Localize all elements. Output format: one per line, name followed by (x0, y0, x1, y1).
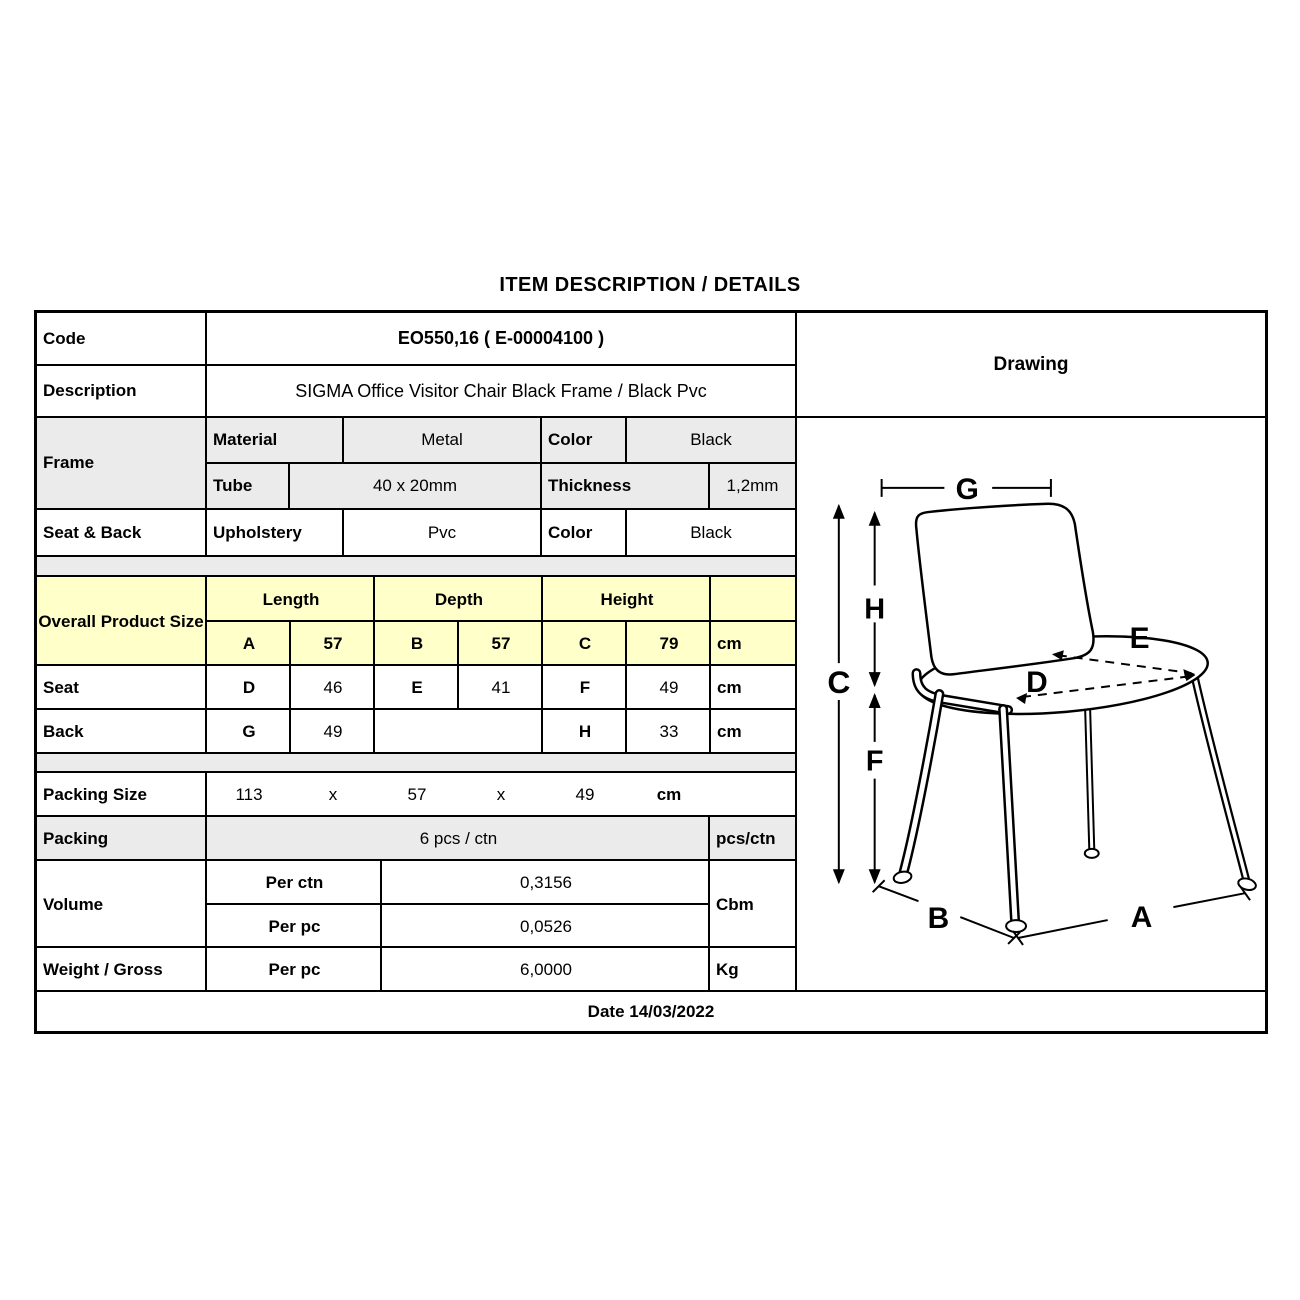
dim-label-d: D (1026, 666, 1048, 700)
seat-back-label: Seat & Back (35, 508, 207, 557)
seat-d-value: 46 (289, 664, 377, 712)
frame-material-value: Metal (342, 416, 542, 464)
packing-size-width: 57 (407, 785, 427, 804)
back-empty-cell (373, 708, 545, 756)
dim-line-f (869, 693, 881, 884)
seat-d-letter: D (205, 664, 293, 712)
overall-b-letter: B (373, 620, 461, 668)
packing-size-x2: x (496, 785, 506, 804)
packing-size-length: 113 (235, 785, 263, 804)
volume-unit: Cbm (708, 859, 799, 950)
code-label: Code (35, 311, 207, 366)
back-h-value: 33 (625, 708, 713, 756)
overall-a-letter: A (205, 620, 293, 668)
height-header: Height (541, 575, 713, 624)
frame-label: Frame (35, 416, 207, 510)
seat-f-letter: F (541, 664, 629, 712)
weight-value: 6,0000 (380, 946, 712, 994)
description-value: SIGMA Office Visitor Chair Black Frame / Black Pvc (205, 364, 797, 418)
drawing-header: Drawing (795, 311, 1267, 418)
frame-thickness-label: Thickness (540, 462, 710, 510)
packing-value: 6 pcs / ctn (205, 815, 712, 863)
chair-backrest (916, 504, 1094, 675)
dim-label-g: G (955, 472, 979, 506)
frame-color-value: Black (625, 416, 797, 464)
weight-unit: Kg (708, 946, 799, 994)
volume-label: Volume (35, 859, 207, 950)
item-details-table (34, 310, 1268, 1034)
packing-size-value (205, 771, 797, 819)
upholstery-value: Pvc (342, 508, 542, 557)
overall-b-value: 57 (457, 620, 545, 668)
volume-per-pc-value: 0,0526 (380, 903, 712, 950)
overall-empty-cell (709, 575, 799, 624)
back-g-letter: G (205, 708, 293, 756)
packing-size-label: Packing Size (35, 771, 207, 819)
back-g-value: 49 (289, 708, 377, 756)
dim-label-e: E (1129, 622, 1150, 656)
overall-c-letter: C (541, 620, 629, 668)
upholstery-label: Upholstery (205, 508, 344, 557)
volume-per-ctn-label: Per ctn (205, 859, 384, 907)
overall-a-value: 57 (289, 620, 377, 668)
frame-material-label: Material (205, 416, 344, 464)
back-h-letter: H (541, 708, 629, 756)
frame-color-label: Color (540, 416, 627, 464)
depth-header: Depth (373, 575, 545, 624)
overall-size-label: Overall Product Size (35, 575, 207, 668)
seat-e-value: 41 (457, 664, 545, 712)
length-header: Length (205, 575, 377, 624)
packing-size-height: 49 (575, 785, 595, 804)
date-row: Date 14/03/2022 (35, 990, 1267, 1033)
chair-drawing (797, 418, 1265, 990)
weight-per-pc-label: Per pc (205, 946, 384, 994)
seat-e-letter: E (373, 664, 461, 712)
packing-size-unit: cm (656, 785, 682, 804)
seat-back-color-value: Black (625, 508, 797, 557)
chair-front-legs (904, 694, 1016, 921)
back-unit: cm (709, 708, 799, 756)
seat-row-label: Seat (35, 664, 207, 712)
dim-label-f: F (865, 745, 884, 778)
weight-label: Weight / Gross (35, 946, 207, 994)
packing-label: Packing (35, 815, 207, 863)
frame-tube-label: Tube (205, 462, 290, 510)
dim-label-h: H (864, 593, 886, 626)
overall-unit: cm (709, 620, 799, 668)
frame-tube-value: 40 x 20mm (288, 462, 542, 510)
packing-unit: pcs/ctn (708, 815, 799, 863)
seat-f-value: 49 (625, 664, 713, 712)
back-row-label: Back (35, 708, 207, 756)
frame-thickness-value: 1,2mm (708, 462, 797, 510)
volume-per-pc-label: Per pc (205, 903, 384, 950)
dim-label-c: C (827, 664, 851, 701)
dim-label-a: A (1130, 901, 1153, 935)
seat-back-color-label: Color (540, 508, 627, 557)
dim-label-b: B (927, 902, 950, 936)
code-value: EO550,16 ( E-00004100 ) (205, 311, 797, 366)
drawing-panel (795, 416, 1267, 992)
volume-per-ctn-value: 0,3156 (380, 859, 712, 907)
page-title: ITEM DESCRIPTION / DETAILS (499, 274, 801, 296)
seat-unit: cm (709, 664, 799, 712)
packing-size-x1: x (328, 785, 338, 804)
overall-c-value: 79 (625, 620, 713, 668)
description-label: Description (35, 364, 207, 418)
